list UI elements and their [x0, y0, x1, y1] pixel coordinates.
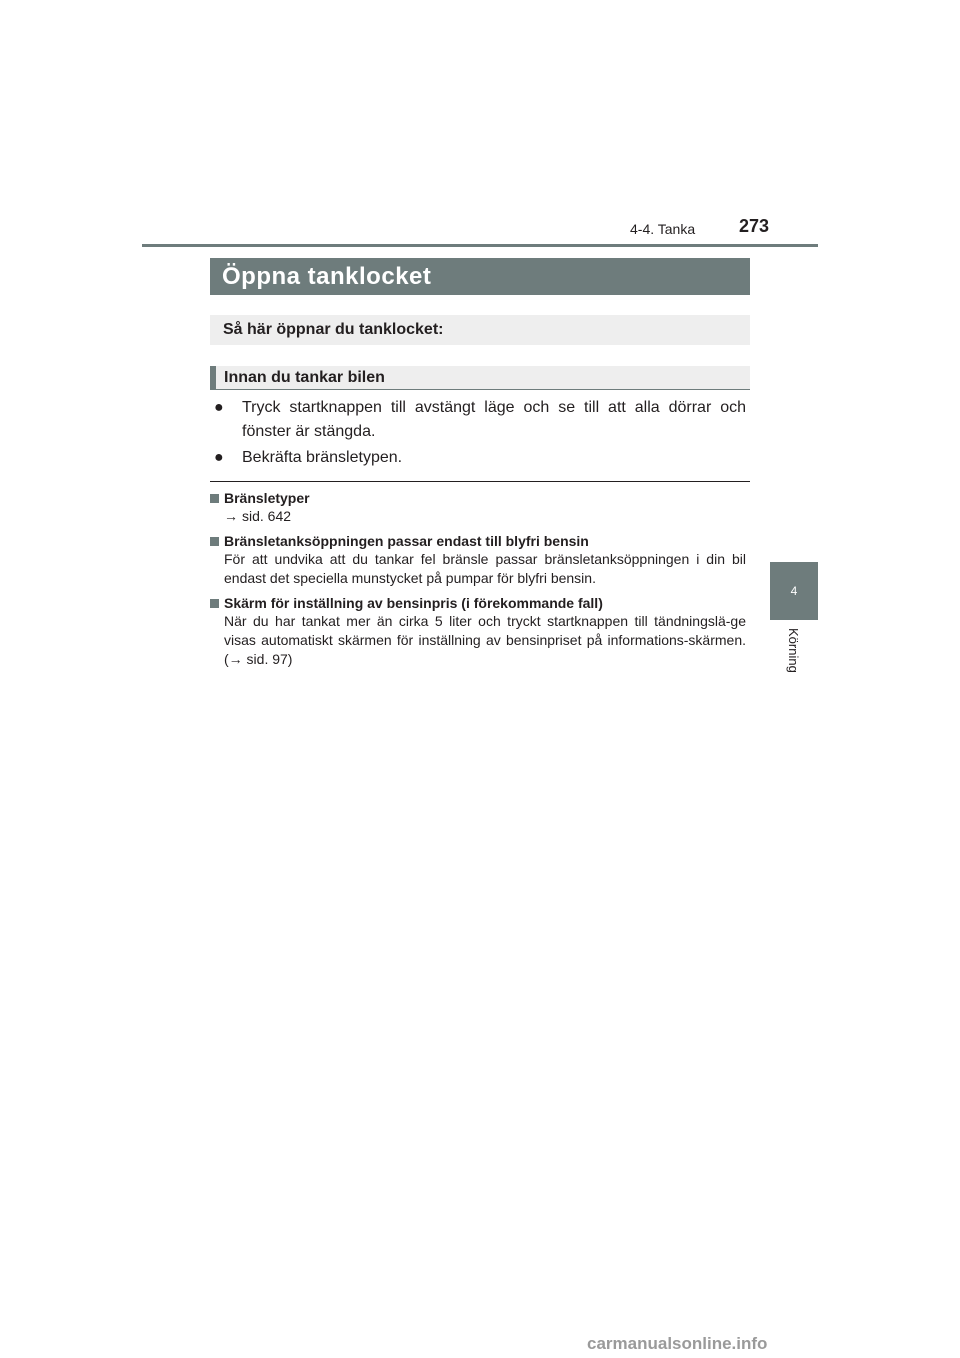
note-title	[210, 594, 746, 612]
intro-box: Så här öppnar du tanklocket:	[210, 315, 750, 345]
note-title-text: Skärm för inställning av bensinpris (i förekommande fall)	[224, 595, 603, 611]
list-item	[214, 396, 746, 444]
arrow-icon: →	[228, 651, 243, 667]
subheading: Innan du tankar bilen	[210, 366, 750, 390]
note-body	[210, 612, 746, 669]
header-rule	[142, 244, 818, 247]
square-icon	[210, 537, 219, 546]
note	[210, 532, 746, 588]
square-icon	[210, 599, 219, 608]
note	[210, 594, 746, 669]
bullet-icon: ●	[214, 399, 224, 416]
bullet-text: Tryck startknappen till avstängt läge och se till att alla dörrar och fönster är stängda.	[242, 399, 746, 440]
note-title	[210, 532, 746, 550]
note-title-text: Bränsletyper	[224, 490, 310, 506]
bullet-text: Bekräfta bränsletypen.	[242, 449, 403, 466]
note-title	[210, 489, 746, 507]
bullet-list	[214, 396, 746, 472]
bullet-icon: ●	[214, 449, 224, 466]
page-reference-link[interactable]: sid. 642	[242, 508, 292, 524]
note-title-text: Bränsletanksöppningen passar endast till blyfri bensin	[224, 533, 589, 549]
chapter-name: Körning	[786, 628, 801, 673]
square-icon	[210, 494, 219, 503]
page-title: Öppna tanklocket	[210, 258, 750, 295]
note-body	[210, 507, 746, 526]
note	[210, 489, 746, 526]
notes	[210, 489, 746, 675]
header-section: 4-4. Tanka	[630, 221, 696, 237]
list-item	[214, 446, 746, 470]
watermark: carmanualsonline.info	[587, 1334, 768, 1353]
page-number: 273	[739, 216, 770, 236]
chapter-tab	[770, 562, 818, 620]
chapter-number: 4	[790, 584, 798, 598]
section-rule	[210, 481, 750, 482]
note-body-text: När du har tankat mer än cirka 5 liter och tryckt startknappen till tändningslä-ge visas automatiskt skärmen för inställning av bensinpriset på informations-skärmen. (	[224, 613, 746, 667]
page-reference-link[interactable]: sid. 97)	[242, 651, 293, 667]
arrow-icon: →	[224, 508, 238, 524]
note-body: För att undvika att du tankar fel bränsle passar bränsletanksöppningen i din bil endast det speciella munstycket på pumpar för blyfri bensin.	[224, 551, 746, 586]
